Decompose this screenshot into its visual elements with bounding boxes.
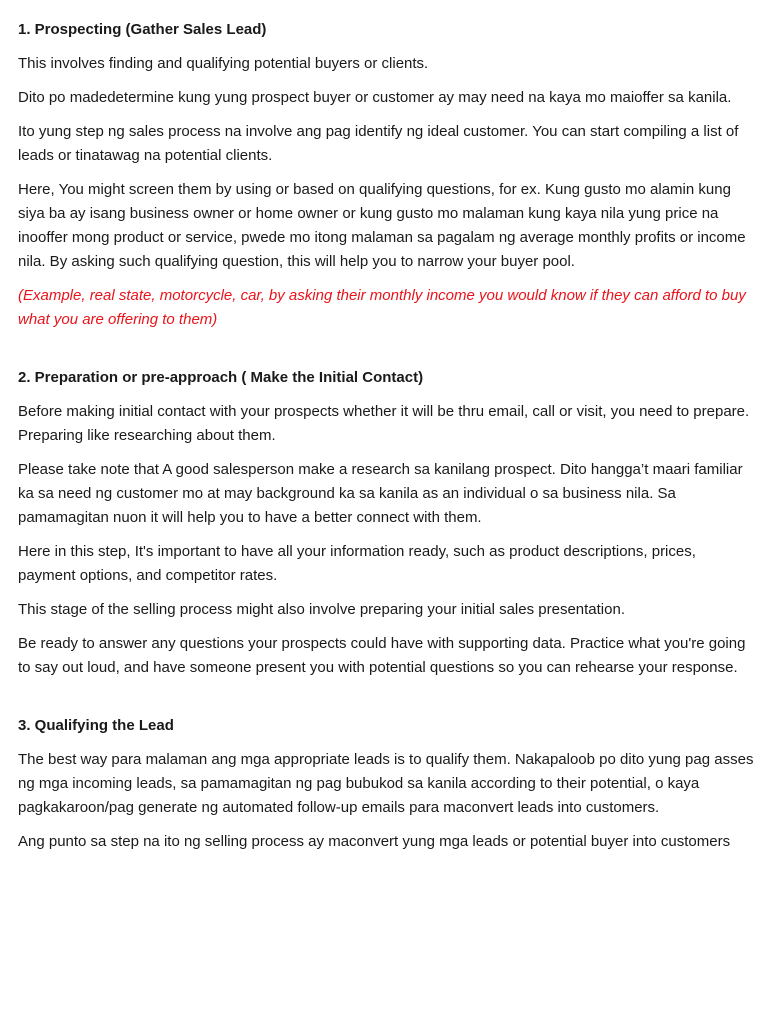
paragraph: The best way para malaman ang mga appropriate leads is to qualify them. Nakapaloob po dito yung pag asses ng mga incoming leads, sa pamamagitan ng pag bubukod sa kanila according to their potential, o kaya pagkakaroon/pag generate ng automated follow-up emails para maconvert leads into customers. — [18, 751, 754, 816]
section-prospecting — [18, 18, 754, 332]
paragraph: This involves finding and qualifying potential buyers or clients. — [18, 55, 429, 72]
paragraph: Please take note that A good salesperson make a research sa kanilang prospect. Dito hangga’t maari familiar ka sa need ng customer mo at may background ka sa kanila as an individual o sa business nila. Sa pamamagitan nuon it will help you to have a better connect with them. — [18, 461, 743, 526]
paragraph: Ang punto sa step na ito ng selling process ay maconvert yung mga leads or potential buyer into customers — [18, 833, 731, 850]
paragraph: This stage of the selling process might also involve preparing your initial sales presentation. — [18, 601, 625, 618]
section-heading: 2. Preparation or pre-approach ( Make the Initial Contact) — [18, 369, 424, 386]
paragraph: Ito yung step ng sales process na involve ang pag identify ng ideal customer. You can start compiling a list of leads or tinatawag na potential clients. — [18, 123, 739, 164]
paragraph: Here in this step, It's important to have all your information ready, such as product descriptions, prices, payment options, and competitor rates. — [18, 543, 696, 584]
section-qualifying — [18, 714, 754, 854]
section-heading: 3. Qualifying the Lead — [18, 717, 174, 734]
example-note: (Example, real state, motorcycle, car, by asking their monthly income you would know if they can afford to buy what you are offering to them) — [18, 287, 746, 328]
paragraph: Be ready to answer any questions your prospects could have with supporting data. Practice what you're going to say out loud, and have someone present you with potential questions so you can rehearse your response. — [18, 635, 746, 676]
paragraph: Before making initial contact with your prospects whether it will be thru email, call or visit, you need to prepare. Preparing like researching about them. — [18, 403, 750, 444]
paragraph: Here, You might screen them by using or based on qualifying questions, for ex. Kung gusto mo alamin kung siya ba ay isang business owner or home owner or kung gusto mo malaman kung kaya nila yung price na inooffer mong product or service, pwede mo itong malaman sa pagalam ng average monthly profits or income nila. By asking such qualifying question, this will help you to narrow your buyer pool. — [18, 181, 746, 270]
section-heading: 1. Prospecting (Gather Sales Lead) — [18, 21, 267, 38]
paragraph: Dito po madedetermine kung yung prospect buyer or customer ay may need na kaya mo maioffer sa kanila. — [18, 89, 732, 106]
section-preparation — [18, 366, 754, 680]
